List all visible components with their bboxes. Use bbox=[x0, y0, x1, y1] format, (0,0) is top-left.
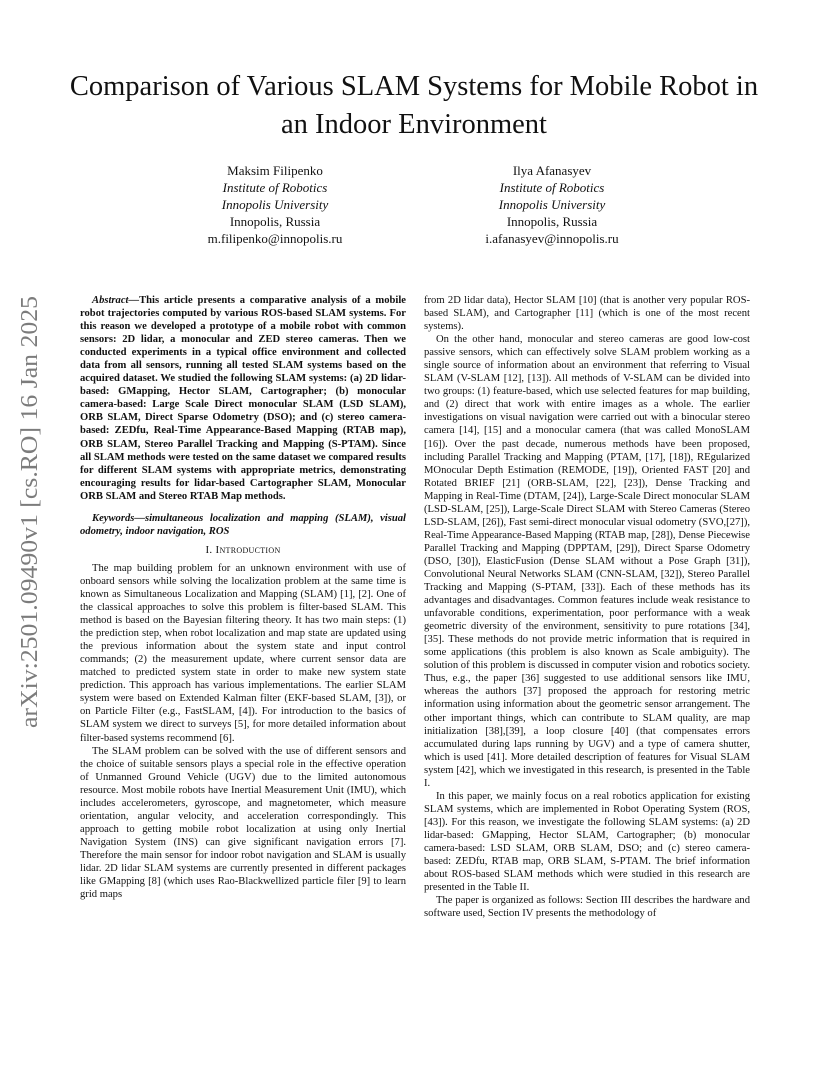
paper-title: Comparison of Various SLAM Systems for Mobile Robot in an Indoor Environment bbox=[69, 71, 759, 140]
abstract-body: This article presents a comparative analysis of a mobile robot trajectories computed by various ROS-based SLAM systems. For this reason we developed a prototype of a mobile robot with common sensors: 2D lidar, a monocular and ZED stereo cameras. Then we conducted experiments in a typical office environment and collected data from all sensors, running all tested SLAM systems based on the acquired dataset. We studied the following SLAM systems: (a) 2D lidar-based: GMapping, Hector SLAM, Cartographer; (b) monocular camera-based: Large Scale Direct monocular SLAM (LSD SLAM), ORB SLAM, Direct Sparse Odometry (DSO); and (c) stereo camera-based: ZEDfu, Real-Time Appearance-Based Mapping (RTAB map), ORB SLAM, Stereo Parallel Tracking and Mapping (S-PTAM). Since all SLAM methods were tested on the same dataset we compared results for different SLAM systems with appropriate metrics, demonstrating encouraging results for lidar-based Cartographer SLAM, Monocular ORB SLAM and Stereo RTAB Map methods. bbox=[80, 295, 406, 502]
arxiv-identifier-text: arXiv:2501.09490v1 [cs.RO] 16 Jan 2025 bbox=[17, 325, 43, 728]
author-location: Innopolis, Russia bbox=[506, 214, 598, 229]
author-block-2 bbox=[437, 162, 667, 247]
left-column bbox=[80, 294, 406, 901]
body-paragraph: The SLAM problem can be solved with the use of different sensors and the choice of suitable sensors plays a special role in the effective operation of Unmanned Ground Vehicle (UGV) due to the limited autonomous resource. Most mobile robots have Inertial Measurement Unit (IMU), which includes accelerometers, gyroscope, and magnetometer, which measure orientation, angular velocity, and acceleration correspondingly. This approach to getting mobile robot localization at using only Inertial Navigation System (INS) can give significant navigation errors [7]. Therefore the main sensor for indoor robot navigation and SLAM is usually lidar. 2D lidar SLAM systems are currently presented in different packages like GMapping [8] (which uses Rao-Blackwellized particle filer [9] to learn grid maps bbox=[80, 745, 406, 901]
author-affiliation: Institute of Robotics bbox=[499, 180, 605, 195]
abstract-label: Abstract— bbox=[92, 295, 140, 306]
abstract bbox=[80, 294, 406, 503]
section-heading-introduction: I. Introduction bbox=[205, 543, 281, 556]
arxiv-identifier-graphic bbox=[6, 292, 50, 732]
body-paragraph: The map building problem for an unknown environment with use of onboard sensors while solving the localization problem at the same time is known as Simultaneous Localization and Mapping (SLAM) [1], [2]. One of the classical approaches to solve this problem is filter-based SLAM. This method is based on the Bayesian filtering theory. It has two main steps: (1) the prediction step, when robot localization and map state are updated using the previous information about the system state and input control commands; (2) the measurement update, where current sensor data are matched to predicted system state in order to make new system state prediction. This approach has various implementations. The earlier SLAM system were based on Extended Kalman filter (EKF-based SLAM, [3]), or on Particle Filter (e.g., FastSLAM, [4]). For introduction to the basics of SLAM system we direct to surveys [5], for more detailed information about filter-based systems recommend [6]. bbox=[80, 562, 406, 744]
author-affiliation: Innopolis University bbox=[498, 197, 606, 212]
keywords bbox=[80, 512, 406, 538]
author-email: m.filipenko@innopolis.ru bbox=[207, 231, 343, 246]
right-column bbox=[424, 294, 750, 920]
body-paragraph: The paper is organized as follows: Section III describes the hardware and software used, Section IV presents the methodology of bbox=[424, 895, 750, 920]
keywords-body: simultaneous localization and mapping (SLAM), visual odometry, indoor navigation, ROS bbox=[80, 512, 406, 537]
author-name: Maksim Filipenko bbox=[227, 163, 323, 178]
author-email: i.afanasyev@innopolis.ru bbox=[485, 231, 619, 246]
body-paragraph: On the other hand, monocular and stereo cameras are good low-cost passive sensors, which can effectively solve SLAM problem working as a single source of information about an environment that referring to Visual SLAM (V-SLAM [12], [13]). All methods of V-SLAM can be divided into two groups: (1) feature-based, which use selected features for map building, and (2) direct that work with entire images as a whole. The earlier investigations on visual navigation were carried out with a binocular stereo camera [14], [15] and a monocular camera (that was called MonoSLAM [16]). Over the past decade, numerous methods have been proposed, including Parallel Tracking and Mapping (PTAM, [17], [18]), REgularized MOnocular Depth Estimation (REMODE, [19]), Oriented FAST [20] and Rotated BRIEF [21] (ORB-SLAM, [22], [23]), Dense Tracking and Mapping in Real-Time (DTAM, [24]), Large-Scale Direct monocular SLAM (LSD-SLAM, [25]), Large-Scale Direct SLAM with Stereo Cameras (Stereo LSD-SLAM, [26]), Fast semi-direct monocular visual odometry (SVO,[27]), Real-Time Appearance-Based Mapping (RTAB map, [28]), Dense Piecewise Parallel Tracking and Mapping (DPPTAM, [29]), Direct Sparse Odometry (DSO, [30]), ElasticFusion (Dense SLAM without a Pose Graph [31]), Convolutional Neural Networks SLAM (CNN-SLAM, [32]), Stereo Parallel Tracking and Mapping (S-PTAM, [33]). Each of these methods has its advantages and disadvantages. Common features include weak resistance to unfavorable conditions, experimentation, poor performance with a weak geometric diversity of the environment, sensitivity to pure rotations [34], [35]. These methods do not provide metric information that is required in some applications (this problem is also known as Scale ambiguity). The solution of this problem is discussed in computer vision and robotics society. Thus, e.g., the paper [36] suggested to use additional sensors like IMU, whereas the authors [37] proposed the approach for restoring metric information using information about the geometric sensor arrangement. The other important things, which can contribute to SLAM quality, are map initialization [38],[39], a loop closure [40] (that compensates errors accumulated during laps running by UGV) and a type of camera shutter, which is used [41]. More detailed description of features for Visual SLAM system [42], which we investigated in this research, is presented in the Table I. bbox=[424, 334, 750, 789]
author-affiliation: Institute of Robotics bbox=[222, 180, 328, 195]
author-location: Innopolis, Russia bbox=[229, 214, 321, 229]
body-paragraph: from 2D lidar data), Hector SLAM [10] (that is another very popular ROS-based SLAM), and Cartographer [11] (which is one of the most recent systems). bbox=[424, 295, 750, 333]
author-name: Ilya Afanasyev bbox=[512, 163, 592, 178]
keywords-label: Keywords— bbox=[92, 512, 145, 524]
author-block-1 bbox=[160, 162, 390, 247]
arxiv-identifier bbox=[6, 292, 50, 732]
author-affiliation: Innopolis University bbox=[221, 197, 329, 212]
body-paragraph: In this paper, we mainly focus on a real robotics application for existing SLAM systems, which are implemented in Robot Operating System (ROS, [43]). For this reason, we investigate the following SLAM systems: (a) 2D lidar-based: GMapping, Hector SLAM, Cartographer; (b) monocular camera-based: LSD SLAM, ORB SLAM, DSO; and (c) stereo camera-based: ZEDfu, RTAB map, ORB SLAM, S-PTAM. The brief information about ROS-based SLAM methods which were studied in this research are presented in the Table II. bbox=[424, 790, 750, 894]
